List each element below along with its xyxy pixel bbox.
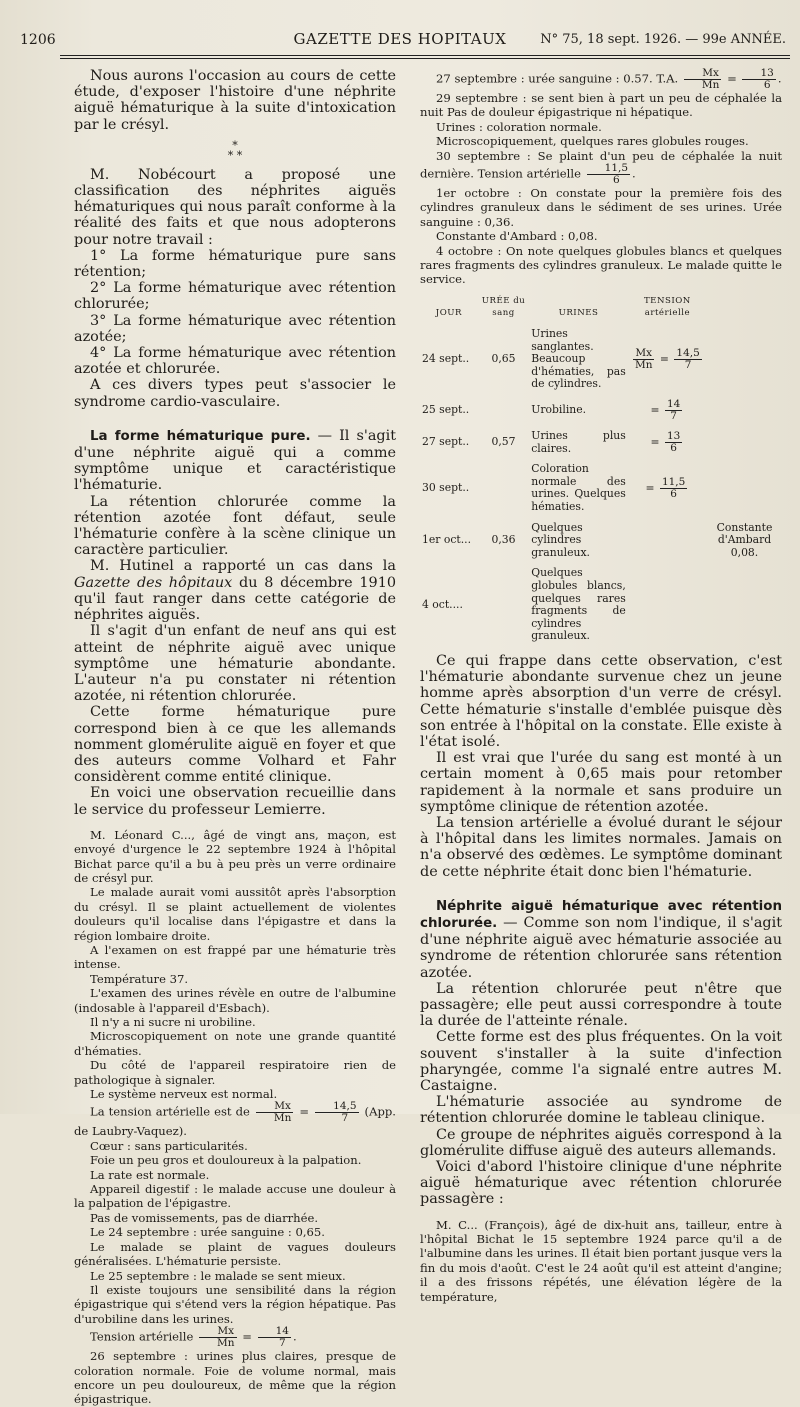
cell-extra — [707, 324, 782, 395]
intro-paragraph: Nous aurons l'occasion au cours de cette étude, d'exposer l'histoire d'une néphrite aiguë hématurique à la suite d'intoxication par le crésyl. — [74, 68, 396, 133]
cell-urines: Urobiline. — [531, 403, 587, 417]
table-row — [420, 459, 782, 517]
oct1-paragraph: 1er octobre : On constate pour la première fois des cylindres granuleux dans le sédiment de ses urines. Urée sanguine : 0,36. — [420, 186, 782, 229]
fraction-mx-mn — [256, 1101, 294, 1124]
table-row — [420, 518, 782, 564]
frac-num: 14,5 — [315, 1101, 358, 1113]
observation-intro: En voici une observation recueillie dans le service du professeur Lemierre. — [74, 785, 396, 818]
obs-paragraph: Le système nerveux est normal. — [90, 1087, 278, 1102]
fraction-values — [665, 399, 682, 422]
fraction-mx-mn — [633, 348, 655, 371]
cell-tension: = $\frac{13}{6}$ — [650, 430, 681, 455]
section-text: — Comme son nom l'indique, il s'agit d'une néphrite aiguë avec hématurie associée au syndrome de rétention chlorurée sans rétention azotée. — [420, 914, 782, 981]
obs-paragraph: La rate est normale. — [90, 1167, 210, 1182]
sept27-text: 27 septembre : urée sanguine : 0.57. T.A. — [436, 71, 682, 86]
obs-paragraph: Cœur : sans particularités. — [90, 1138, 248, 1153]
cell-extra: Constante d'Ambard 0,08. — [716, 520, 773, 559]
cell-tension: $\frac{Mx}{Mn}$ = $\frac{14,5}{7}$ — [634, 347, 700, 372]
sept26-paragraph: 26 septembre : urines plus claires, presque de coloration normale. Foie de volume normal, mais encore un peu douloureux, de même que la région épigastrique. — [74, 1349, 396, 1407]
obs-paragraph: Pas de vomissements, pas de diarrhée. — [90, 1210, 319, 1225]
cell-tension: = $\frac{11,5}{6}$ — [645, 475, 686, 500]
tension-text-a: La tension artérielle est de — [90, 1104, 254, 1119]
cell-urines: Urines plus claires. — [531, 429, 626, 455]
frac-num: 13 — [742, 68, 775, 80]
cell-uree: 0,57 — [491, 435, 516, 449]
frac-den: 6 — [763, 79, 771, 91]
obs-paragraph: L'examen des urines révèle en outre de l'albumine (indosable à l'appareil d'Esbach). — [74, 986, 396, 1015]
frac-den: Mn — [273, 1112, 292, 1125]
sept30-paragraph: 30 septembre : Se plaint d'un peu de céphalée la nuit dernière. Tension artérielle $\frac{11,5}{6}$ . — [420, 148, 782, 187]
star-top: * — [232, 138, 238, 152]
fraction-values — [674, 348, 701, 371]
urines-paragraph: Urines : coloration normale. — [436, 119, 602, 134]
fraction-values — [742, 68, 775, 91]
journal-citation: Gazette des hôpitaux — [74, 574, 233, 591]
cell-tension — [628, 518, 707, 564]
cell-jour: 1er oct... — [422, 533, 472, 547]
cell-urines: Quelques globules blancs, quelques rares fragments de cylindres granuleux. — [531, 566, 626, 643]
obs-paragraph: A l'examen on est frappé par une hématurie très intense. — [74, 942, 396, 972]
cell-tension: = $\frac{14}{7}$ — [650, 398, 681, 423]
tension2-text: Tension artérielle — [90, 1329, 197, 1344]
cell-uree — [478, 563, 529, 647]
frac-num: 14 — [258, 1326, 291, 1338]
cell-jour: 4 oct.... — [422, 597, 463, 611]
ambard-paragraph: Constante d'Ambard : 0,08. — [436, 229, 598, 244]
frac-num: Mx — [256, 1101, 294, 1113]
fraction-mx-mn — [199, 1326, 237, 1349]
frac-den: 7 — [278, 1337, 286, 1350]
tension-text-b: (App. de Laubry-Vaquez). — [74, 1104, 396, 1139]
table-header: URINES — [558, 308, 599, 319]
issue-info: N° 75, 18 sept. 1926. — 99e ANNÉE. — [540, 32, 786, 47]
oct4-paragraph: 4 octobre : On note quelques globules blancs et quelques rares fragments des cylindres granuleux. Le malade quitte le service. — [420, 243, 782, 287]
frac-den: 7 — [341, 1112, 349, 1125]
table-header-empty — [707, 293, 782, 324]
frac-den: 7 — [670, 410, 677, 423]
cell-jour: 25 sept.. — [422, 403, 470, 417]
fraction-values — [665, 431, 682, 454]
journal-title: GAZETTE DES HOPITAUX — [293, 30, 507, 48]
obs-paragraph: Microscopiquement on note une grande quantité d'hématies. — [74, 1029, 396, 1058]
cell-uree — [478, 459, 529, 517]
frac-den: Mn — [701, 79, 720, 91]
obs-paragraph: Il n'y a ni sucre ni urobiline. — [90, 1015, 256, 1030]
cell-extra — [707, 563, 782, 647]
table-row — [420, 324, 782, 395]
obs-paragraph: Le malade aurait vomi aussitôt après l'absorption du crésyl. Il se plaint actuellement de violentes douleurs qu'il localise dans l'épigastre et dans la région lombaire droite. — [74, 885, 396, 943]
obs-paragraph: Appareil digestif : le malade accuse une douleur à la palpation de l'épigastre. — [74, 1182, 396, 1211]
frappe-paragraph: Ce qui frappe dans cette observation, c'est l'hématurie abondante survenue chez un jeune homme après absorption d'un verre de crésyl. Cette hématurie s'installe d'emblée puisque dès son entrée à l'hôpital on la constate. Elle existe à l'état isolé. — [420, 652, 782, 750]
microscopie-paragraph: Microscopiquement, quelques rares globules rouges. — [436, 134, 749, 149]
class-item-1: 1° La forme hématurique pure sans rétention; — [74, 247, 396, 281]
frac-num: 11,5 — [587, 163, 630, 175]
frequente-paragraph: Cette forme est des plus fréquentes. On la voit souvent s'installer à la suite d'infection pharyngée, comme l'a signalé entre autres M. Castaigne. — [420, 1029, 782, 1095]
fraction-values — [315, 1101, 358, 1124]
star-bottom: * * — [227, 148, 243, 162]
frac-num: Mx — [199, 1326, 237, 1338]
fraction-values — [258, 1326, 291, 1349]
table-row — [420, 563, 782, 647]
section-separator — [74, 138, 396, 162]
uree-paragraph: Il est vrai que l'urée du sang est monté à un certain moment à 0,65 mais pour retomber rapidement à la normale et sans produire un symptôme clinique de rétention azotée. — [420, 750, 782, 815]
section-title: Néphrite aiguë hématurique avec rétention chlorurée. — [420, 898, 782, 931]
page-header — [14, 28, 786, 54]
cell-uree: 0,65 — [491, 352, 516, 366]
retention-paragraph: La rétention chlorurée comme la rétention azotée font défaut, seule l'hématurie confère à la scène clinique un caractère particulier. — [74, 493, 396, 559]
class-item-4: 4° La forme hématurique avec rétention azotée et chlorurée. — [74, 345, 396, 378]
page-number: 1206 — [20, 32, 56, 48]
hutinel-paragraph — [74, 558, 396, 623]
frac-num: 14,5 — [676, 347, 700, 360]
frac-num: Mx — [684, 68, 722, 80]
obs-paragraph: M. Léonard C..., âgé de vingt ans, maçon, est envoyé d'urgence le 22 septembre 1924 à l'hôpital Bichat parce qu'il a bu à peu près un verre ordinaire de crésyl pur. — [74, 827, 396, 885]
cell-uree — [478, 395, 529, 426]
syndrome-paragraph: A ces divers types peut s'associer le syndrome cardio-vasculaire. — [74, 377, 396, 410]
cell-extra — [707, 395, 782, 426]
fraction-values — [660, 477, 687, 500]
cell-urines: Quelques cylindres granuleux. — [531, 520, 590, 559]
fraction-values — [587, 163, 630, 186]
tension-paragraph: La tension artérielle a évolué durant le séjour à l'hôpital dans les limites normales. Jamais on n'a observé des œdèmes. Le symptôme dominant de cette néphrite était donc bien l'hématurie. — [420, 814, 782, 880]
section-pure — [74, 428, 396, 494]
tension-paragraph: La tension artérielle est de $\frac{Mx}{Mn}$ = $\frac{14,5}{7}$ (App. de Laubry-Vaquez). — [74, 1100, 396, 1139]
cell-urines: Urines sanglantes. Beaucoup d'hématies, pas de cylindres. — [531, 327, 626, 391]
obs-paragraph: Il existe toujours une sensibilité dans la région épigastrique qui s'étend vers la région hépatique. Pas d'urobiline dans les urines. — [74, 1282, 396, 1326]
voici-paragraph: Voici d'abord l'histoire clinique d'une néphrite aiguë hématurique avec rétention chlorurée passagère : — [420, 1159, 782, 1208]
hutinel-text-a: M. Hutinel a rapporté un cas dans la — [90, 558, 396, 575]
cell-jour: 30 sept.. — [422, 481, 470, 495]
cell-extra — [707, 459, 782, 517]
frac-den: 6 — [670, 442, 677, 455]
cell-jour: 24 sept.. — [422, 352, 470, 366]
frac-den: Mn — [634, 359, 653, 372]
tension2-paragraph: Tension artérielle $\frac{Mx}{Mn}$ = $\frac{14}{7}$ . — [90, 1325, 297, 1350]
section-title: La forme hématurique pure. — [90, 428, 311, 444]
classification-intro: M. Nobécourt a proposé une classification des néphrites aiguës hématuriques qui nous paraît conforme à la réalité des faits et que nous adopterons pour notre travail : — [74, 166, 396, 248]
sept30-text: 30 septembre : Se plaint d'un peu de céphalée la nuit dernière. Tension artérielle — [420, 148, 782, 181]
cell-urines: Coloration normale des urines. Quelques hématies. — [531, 462, 626, 513]
fraction-mx-mn — [684, 68, 722, 91]
table-header: URÉE du sang — [481, 295, 526, 319]
francois-paragraph: M. C... (François), âgé de dix-huit ans, tailleur, entre à l'hôpital Bichat le 15 septembre 1924 parce qu'il a de l'albumine dans les urines. Il était bien portant jusque vers la fin du mois d'août. C'est le 24 août qu'il est atteint d'angine; il a des frissons répétés, une élévation légère de la température, — [420, 1217, 782, 1304]
obs-paragraph: Le 25 septembre : le malade se sent mieux. — [90, 1268, 346, 1283]
obs-paragraph: Le malade se plaint de vagues douleurs généralisées. L'hématurie persiste. — [74, 1239, 396, 1269]
hutinel-text-b: du 8 décembre 1910 qu'il faut ranger dans cette catégorie de néphrites aiguës. — [74, 574, 396, 624]
frac-den: 6 — [612, 174, 620, 187]
section-chloruree — [420, 898, 782, 981]
table-row — [420, 395, 782, 426]
cell-jour: 27 sept.. — [422, 435, 470, 449]
cette-forme-paragraph: Cette forme hématurique pure correspond bien à ce que les allemands nomment glomérulite aiguë en foyer et que des auteurs comme Volhard et Fahr considèrent comme entité clinique. — [74, 704, 396, 786]
domine-paragraph: L'hématurie associée au syndrome de rétention chlorurée domine le tableau clinique. — [420, 1094, 782, 1127]
left-column — [74, 68, 396, 1407]
observation-table — [420, 293, 782, 647]
frac-num: 14 — [666, 398, 681, 411]
sept29-paragraph: 29 septembre : se sent bien à part un peu de céphalée la nuit Pas de douleur épigastrique ni hépatique. — [420, 91, 782, 120]
obs-paragraph: Du côté de l'appareil respiratoire rien de pathologique à signaler. — [74, 1058, 396, 1087]
table-header-row — [420, 293, 782, 324]
class-item-2: 2° La forme hématurique avec rétention chlorurée; — [74, 280, 396, 313]
obs-paragraph: Le 24 septembre : urée sanguine : 0,65. — [90, 1225, 325, 1240]
right-column — [420, 68, 782, 1304]
frac-num: 13 — [666, 430, 681, 443]
class-item-3: 3° La forme hématurique avec rétention azotée; — [74, 312, 396, 345]
cell-uree: 0,36 — [491, 533, 516, 547]
header-rule-thin — [60, 58, 790, 59]
cell-extra — [707, 426, 782, 459]
frac-num: Mx — [633, 348, 655, 360]
frac-den: 6 — [670, 487, 677, 500]
frac-den: 7 — [684, 359, 692, 372]
section-text: — Il s'agit d'une néphrite aiguë qui a comme symptôme unique et caractéristique l'hématurie. — [74, 427, 396, 494]
obs-paragraph: Température 37. — [90, 971, 189, 986]
enfant-paragraph: Il s'agit d'un enfant de neuf ans qui est atteint de néphrite aiguë avec unique symptôme une hématurie abondante. L'auteur n'a pu constater ni rétention azotée, ni rétention chlorurée. — [74, 623, 396, 705]
groupe-paragraph: Ce groupe de néphrites aiguës correspond à la glomérulite diffuse aiguë des auteurs allemands. — [420, 1126, 782, 1159]
table-row — [420, 426, 782, 459]
cell-tension — [628, 563, 707, 647]
table-header: TENSION artérielle — [643, 295, 691, 319]
header-rule — [60, 55, 790, 56]
frac-den: Mn — [217, 1337, 235, 1350]
passagere-paragraph: La rétention chlorurée peut n'être que passagère; elle peut aussi correspondre à toute la durée de l'atteinte rénale. — [420, 980, 782, 1030]
sept27-paragraph: 27 septembre : urée sanguine : 0.57. T.A. $\frac{Mx}{Mn}$ = $\frac{13}{6}$ . — [436, 67, 782, 91]
obs-paragraph: Foie un peu gros et douloureux à la palpation. — [90, 1153, 362, 1168]
table-header: JOUR — [435, 308, 463, 319]
frac-num: 11,5 — [661, 475, 686, 488]
